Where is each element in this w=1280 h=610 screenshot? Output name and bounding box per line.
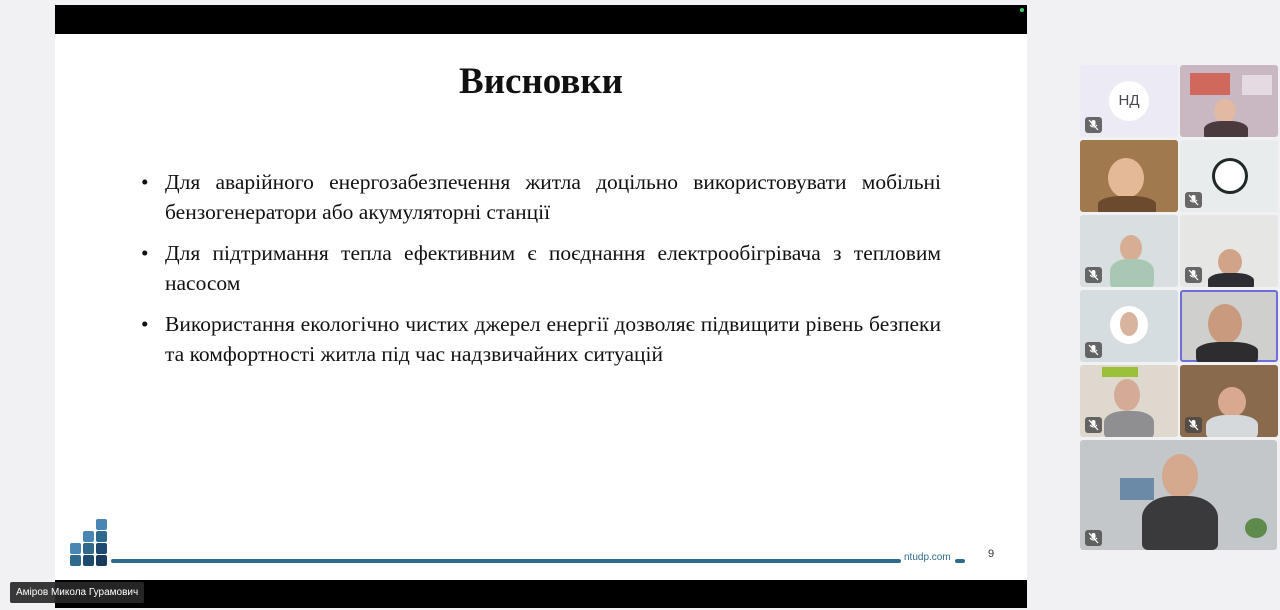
recording-dot-icon (1020, 8, 1024, 12)
bullet-dot: • (141, 170, 149, 194)
bullet-item (141, 238, 941, 298)
participant-tile[interactable] (1180, 215, 1278, 287)
participant-body (1208, 273, 1254, 287)
participant-body (1204, 121, 1248, 137)
participant-initials: НД (1109, 81, 1149, 121)
mic-off-icon (1085, 267, 1102, 283)
slide-title: Висновки (459, 61, 623, 102)
bullet-list (141, 167, 941, 380)
participant-face (1120, 312, 1138, 336)
background-monitor (1120, 478, 1154, 500)
participant-tile[interactable] (1080, 365, 1178, 437)
participant-body (1206, 415, 1258, 437)
participant-face (1162, 454, 1198, 498)
participant-tile[interactable] (1180, 365, 1278, 437)
page-number: 9 (988, 548, 995, 560)
participant-face (1208, 304, 1242, 344)
participant-avatar (1212, 158, 1248, 194)
participant-face (1214, 99, 1236, 123)
participant-tile[interactable] (1080, 65, 1178, 137)
website-label: ntudp.com (904, 552, 951, 563)
slide-footer-line (111, 559, 901, 563)
mic-off-icon (1085, 417, 1102, 433)
participant-body (1142, 496, 1218, 550)
mic-off-icon (1185, 267, 1202, 283)
participant-tile-active-speaker[interactable] (1180, 290, 1278, 362)
bullet-dot: • (141, 241, 149, 265)
participant-face (1114, 379, 1140, 411)
mic-off-icon (1085, 117, 1102, 133)
background-shelf (1102, 367, 1138, 377)
participant-tile[interactable] (1080, 290, 1178, 362)
participant-body (1098, 196, 1156, 212)
bullet-item (141, 167, 941, 227)
participant-body (1104, 411, 1154, 437)
bullet-dot: • (141, 312, 149, 336)
university-logo (69, 517, 109, 567)
participant-tile[interactable] (1080, 440, 1277, 550)
participant-tile[interactable] (1180, 140, 1278, 212)
participant-body (1196, 342, 1258, 362)
mic-off-icon (1085, 342, 1102, 358)
presentation-slide (55, 34, 1027, 580)
participant-tile[interactable] (1080, 140, 1178, 212)
screen-bottom-bar (55, 580, 1027, 608)
presenter-name-tag: Аміров Микола Гурамович (10, 582, 144, 603)
participant-face (1108, 158, 1144, 198)
screen-top-bar (55, 5, 1027, 34)
background-picture (1190, 73, 1230, 95)
footer-line-end (955, 559, 965, 563)
mic-off-icon (1185, 417, 1202, 433)
bullet-text: Для підтримання тепла ефективним є поєднання електрообігрівача з тепловим насосом (165, 241, 941, 295)
participant-tile[interactable] (1180, 65, 1278, 137)
participant-tile[interactable] (1080, 215, 1178, 287)
background-plant (1245, 518, 1267, 538)
mic-off-icon (1085, 530, 1102, 546)
bullet-item (141, 309, 941, 369)
mic-off-icon (1185, 192, 1202, 208)
bullet-text: Використання екологічно чистих джерел енергії дозволяє підвищити рівень безпеки та комфортності житла під час надзвичайних ситуацій (165, 312, 941, 366)
participant-face (1218, 249, 1242, 275)
bullet-text: Для аварійного енергозабезпечення житла доцільно використовувати мобільні бензогенератори або акумуляторні станції (165, 170, 941, 224)
participant-face (1218, 387, 1246, 417)
background-shelf (1242, 75, 1272, 95)
shared-screen (55, 5, 1027, 608)
participant-face (1120, 235, 1142, 261)
participant-body (1110, 259, 1154, 287)
